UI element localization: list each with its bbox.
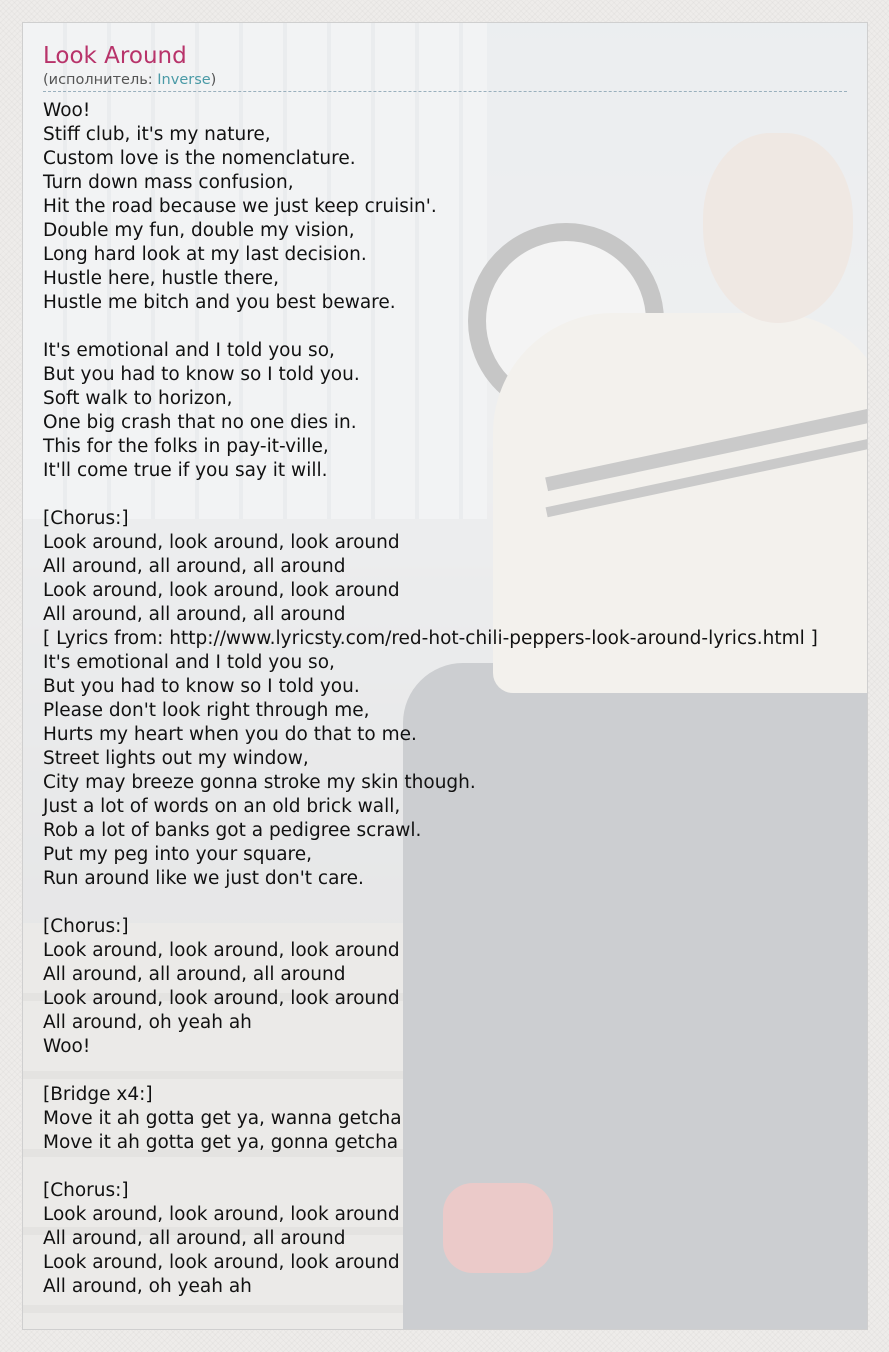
- lyric-line: Look around, look around, look around: [43, 1252, 400, 1273]
- lyric-line: [Chorus:]: [43, 916, 129, 937]
- stanza-break: [43, 1059, 847, 1083]
- lyric-line: Woo!: [43, 1036, 91, 1057]
- lyric-line: Move it ah gotta get ya, gonna getcha: [43, 1132, 399, 1153]
- lyric-line: It's emotional and I told you so,: [43, 652, 335, 673]
- lyric-line: Look around, look around, look around: [43, 940, 400, 961]
- lyric-line: All around, all around, all around: [43, 556, 346, 577]
- lyric-line: Hit the road because we just keep cruisin'.: [43, 196, 437, 217]
- lyric-line: But you had to know so I told you.: [43, 364, 360, 385]
- song-title: Look Around: [43, 43, 187, 69]
- stanza-break: [43, 891, 847, 915]
- lyric-line: Look around, look around, look around: [43, 580, 400, 601]
- lyric-line: Look around, look around, look around: [43, 1204, 400, 1225]
- lyric-line: One big crash that no one dies in.: [43, 412, 357, 433]
- lyric-line: Put my peg into your square,: [43, 844, 312, 865]
- lyric-line: City may breeze gonna stroke my skin though.: [43, 772, 476, 793]
- lyric-line: Woo!: [43, 100, 91, 121]
- lyric-line: Just a lot of words on an old brick wall,: [43, 796, 401, 817]
- lyric-line: Double my fun, double my vision,: [43, 220, 355, 241]
- artist-prefix: (исполнитель:: [43, 72, 158, 88]
- lyric-line: Stiff club, it's my nature,: [43, 124, 271, 145]
- lyric-line: It's emotional and I told you so,: [43, 340, 335, 361]
- lyric-line: [Chorus:]: [43, 508, 129, 529]
- lyric-line: [Bridge x4:]: [43, 1084, 153, 1105]
- lyrics-text: [43, 99, 847, 1299]
- lyric-line: But you had to know so I told you.: [43, 676, 360, 697]
- lyric-line: It'll come true if you say it will.: [43, 460, 328, 481]
- stanza-break: [43, 1155, 847, 1179]
- lyric-line: [Chorus:]: [43, 1180, 129, 1201]
- artist-suffix: ): [210, 72, 217, 88]
- lyric-line: All around, all around, all around: [43, 964, 346, 985]
- lyrics-card: [22, 22, 868, 1330]
- artist-line: [43, 71, 847, 92]
- lyric-line: Soft walk to horizon,: [43, 388, 233, 409]
- lyric-line: Please don't look right through me,: [43, 700, 370, 721]
- lyric-line: Street lights out my window,: [43, 748, 309, 769]
- lyric-line: All around, all around, all around: [43, 1228, 346, 1249]
- lyric-line: Turn down mass confusion,: [43, 172, 294, 193]
- lyric-line: All around, all around, all around: [43, 604, 346, 625]
- lyric-line: [ Lyrics from: http://www.lyricsty.com/red-hot-chili-peppers-look-around-lyrics.html ]: [43, 628, 818, 649]
- lyric-line: Hurts my heart when you do that to me.: [43, 724, 417, 745]
- lyric-line: Hustle here, hustle there,: [43, 268, 279, 289]
- lyric-line: Look around, look around, look around: [43, 988, 400, 1009]
- lyric-line: Run around like we just don't care.: [43, 868, 364, 889]
- lyric-line: All around, oh yeah ah: [43, 1012, 252, 1033]
- stanza-break: [43, 315, 847, 339]
- lyric-line: Hustle me bitch and you best beware.: [43, 292, 396, 313]
- lyric-line: All around, oh yeah ah: [43, 1276, 252, 1297]
- lyric-line: Move it ah gotta get ya, wanna getcha: [43, 1108, 402, 1129]
- lyric-line: Long hard look at my last decision.: [43, 244, 367, 265]
- lyric-line: Custom love is the nomenclature.: [43, 148, 356, 169]
- lyrics-content: [43, 41, 847, 1299]
- lyric-line: This for the folks in pay-it-ville,: [43, 436, 329, 457]
- lyric-line: Rob a lot of banks got a pedigree scrawl.: [43, 820, 422, 841]
- lyric-line: Look around, look around, look around: [43, 532, 400, 553]
- stanza-break: [43, 483, 847, 507]
- artist-link[interactable]: Inverse: [157, 72, 211, 88]
